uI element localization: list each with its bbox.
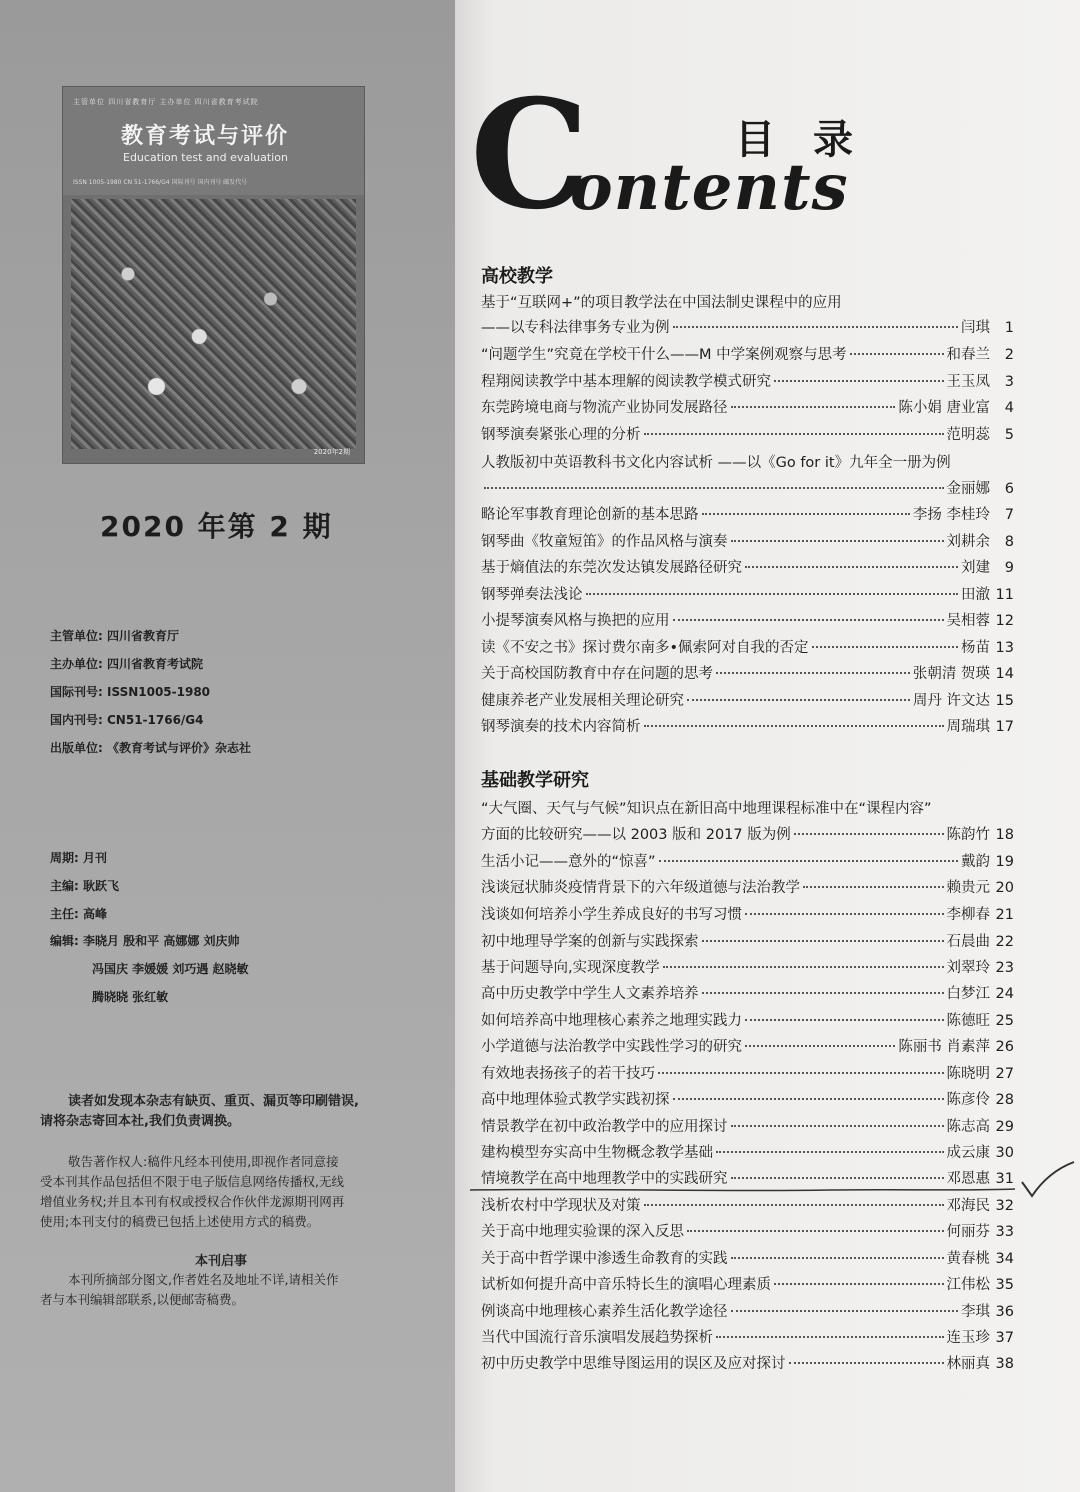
cover-title: 教育考试与评价	[121, 124, 290, 149]
toc-entry-page: 28	[995, 1092, 1014, 1108]
toc-entry-page: 22	[995, 934, 1014, 950]
toc-leader-dots	[731, 1310, 959, 1312]
toc-entry[interactable]	[481, 1009, 1014, 1035]
toc-entry-page: 33	[995, 1224, 1014, 1240]
toc-entry-author: 黄春桃	[946, 1251, 990, 1267]
copyright-line2: 受本刊其作品包括但不限于电子版信息网络传播权,无线	[40, 1174, 344, 1189]
toc-entry-author: 吴相蓉	[946, 613, 990, 629]
toc-entry[interactable]	[481, 396, 1014, 422]
toc-leader-dots	[774, 380, 944, 382]
toc-entry[interactable]	[481, 930, 1014, 956]
toc-entry-author: 田澈	[961, 587, 990, 603]
toc-leader-dots	[745, 1045, 895, 1047]
pen-check-mark-icon	[1018, 1160, 1076, 1200]
toc-entry-page: 26	[995, 1039, 1014, 1055]
toc-entry-title: 基于问题导向,实现深度教学	[481, 960, 660, 976]
toc-entry-page: 14	[995, 666, 1014, 682]
toc-entry-page: 3	[1004, 374, 1014, 390]
toc-leader-dots	[687, 1230, 944, 1232]
info-cn: 国内刊号: CN51-1766/G4	[50, 713, 204, 727]
toc-leader-dots	[731, 406, 896, 408]
toc-entry-author: 范明蕊	[946, 427, 990, 443]
toc-entry-title: 钢琴弹奏法浅论	[481, 587, 583, 603]
toc-leader-dots	[850, 353, 944, 355]
toc-entry-author: 刘建	[961, 560, 990, 576]
toc-entry[interactable]	[481, 530, 1014, 556]
toc-entry[interactable]	[481, 823, 1014, 849]
toc-entry[interactable]	[481, 1062, 1014, 1088]
toc-leader-dots	[716, 1336, 944, 1338]
toc-entry-title: 钢琴演奏紧张心理的分析	[481, 427, 641, 443]
toc-entry-title: 浅谈如何培养小学生养成良好的书写习惯	[481, 907, 742, 923]
toc-entry[interactable]	[481, 1326, 1014, 1352]
toc-entry-author: 李扬 李桂玲	[912, 507, 990, 523]
toc-entry-author: 林丽真	[946, 1356, 990, 1372]
issue-number: 2020 年第 2 期	[100, 510, 333, 543]
toc-leader-dots	[745, 1019, 944, 1021]
toc-entry[interactable]	[481, 876, 1014, 902]
toc-entry[interactable]	[481, 503, 1014, 529]
toc-leader-dots	[702, 513, 910, 515]
toc-entry-author: 邓恩惠	[946, 1171, 990, 1187]
toc-entry-author: 刘耕余	[946, 534, 990, 550]
toc-leader-dots	[644, 725, 944, 727]
toc-entry-author: 陈小娟 唐业富	[898, 400, 990, 416]
cover-header	[63, 87, 364, 195]
toc-entry[interactable]	[481, 715, 1014, 741]
errata-line2: 请将杂志寄回本社,我们负责调换。	[40, 1114, 240, 1129]
announcement-line1: 本刊所摘部分图文,作者姓名及地址不详,请相关作	[68, 1272, 339, 1287]
staff-editors: 编辑: 李晓月 殷和平 高娜娜 刘庆帅	[50, 934, 240, 948]
toc-leader-dots	[745, 913, 944, 915]
section-heading-university: 高校教学	[481, 266, 553, 287]
toc-entry-author: 陈丽书 肖素萍	[898, 1039, 990, 1055]
toc-entry-page: 19	[995, 854, 1014, 870]
toc-entry-page: 12	[995, 613, 1014, 629]
section-heading-basic: 基础教学研究	[481, 770, 589, 791]
toc-entry[interactable]	[481, 1300, 1014, 1326]
toc-entry-author: 周瑞琪	[946, 719, 990, 735]
toc-entry-page: 29	[995, 1119, 1014, 1135]
staff-director: 主任: 高峰	[50, 907, 108, 921]
contents-logo-c: C	[470, 67, 590, 243]
toc-entry-title: ——以专科法律事务专业为例	[481, 320, 670, 336]
toc-entry-page: 38	[995, 1356, 1014, 1372]
staff-editors-line3: 腾晓晓 张红敏	[92, 990, 169, 1004]
toc-leader-dots	[731, 540, 944, 542]
contents-logo-text: ontents	[570, 150, 849, 225]
toc-entry-title: 当代中国流行音乐演唱发展趋势探析	[481, 1330, 713, 1346]
toc-leader-dots	[716, 672, 910, 674]
toc-leader-dots	[644, 1204, 944, 1206]
toc-entry-page: 20	[995, 880, 1014, 896]
toc-entry-title: 浅谈冠状肺炎疫情背景下的六年级道德与法治教学	[481, 880, 800, 896]
toc-entry-page: 5	[1004, 427, 1014, 443]
toc-entry-title: 有效地表扬孩子的若干技巧	[481, 1066, 655, 1082]
toc-entry-title: 健康养老产业发展相关理论研究	[481, 693, 684, 709]
toc-leader-dots	[745, 566, 958, 568]
toc-entry-page: 34	[995, 1251, 1014, 1267]
errata-line1: 读者如发现本杂志有缺页、重页、漏页等印刷错误,	[68, 1094, 359, 1109]
toc-entry-title: 钢琴曲《牧童短笛》的作品风格与演奏	[481, 534, 728, 550]
toc-entry-page: 31	[995, 1171, 1014, 1187]
toc-entry-author: 周丹 许文达	[912, 693, 990, 709]
toc-entry-title: 基于熵值法的东莞次发达镇发展路径研究	[481, 560, 742, 576]
toc-entry-author: 张朝清 贺瑛	[912, 666, 990, 682]
cover-crowd-photo	[71, 199, 356, 449]
toc-entry-author: 江伟松	[946, 1277, 990, 1293]
toc-entry[interactable]	[481, 1247, 1014, 1273]
staff-editors-line2: 冯国庆 李媛媛 刘巧遇 赵晓敏	[92, 962, 249, 976]
toc-entry-author: 陈彦伶	[946, 1092, 990, 1108]
toc-entry[interactable]	[481, 583, 1014, 609]
toc-entry[interactable]	[481, 956, 1014, 982]
toc-item-6-title: 人教版初中英语教科书文化内容试析 ——以《Go for it》九年全一册为例	[481, 455, 951, 471]
toc-entry-page: 6	[1004, 481, 1014, 497]
toc-entry[interactable]	[481, 662, 1014, 688]
toc-entry-title: 略论军事教育理论创新的基本思路	[481, 507, 699, 523]
toc-entry-title: 小学道德与法治教学中实践性学习的研究	[481, 1039, 742, 1055]
staff-period: 周期: 月刊	[50, 851, 108, 865]
toc-entry-title: 关于高校国防教育中存在问题的思考	[481, 666, 713, 682]
toc-entry-author: 王玉凤	[946, 374, 990, 390]
info-supervisor: 主管单位: 四川省教育厅	[50, 629, 180, 643]
contents-cn-title: 目录	[735, 117, 891, 163]
toc-entry-title: 程翔阅读教学中基本理解的阅读教学模式研究	[481, 374, 771, 390]
toc-entry-page: 1	[1004, 320, 1014, 336]
toc-leader-dots	[663, 966, 944, 968]
toc-leader-dots	[586, 593, 959, 595]
toc-entry-author: 陈韵竹	[946, 827, 990, 843]
toc-entry-title: 如何培养高中地理核心素养之地理实践力	[481, 1013, 742, 1029]
toc-leader-dots	[812, 646, 958, 648]
toc-entry-title: 例谈高中地理核心素养生活化教学途径	[481, 1304, 728, 1320]
toc-entry[interactable]	[481, 1194, 1014, 1220]
cover-bar: ISSN 1005-1980 CN 51-1766/G4 国际刊号 国内刊号 邮发代号	[73, 179, 248, 186]
toc-entry-title: 关于高中哲学课中渗透生命教育的实践	[481, 1251, 728, 1267]
toc-leader-dots	[702, 992, 944, 994]
toc-entry-page: 18	[995, 827, 1014, 843]
info-issn: 国际刊号: ISSN1005-1980	[50, 685, 211, 699]
toc-entry-title: 建构模型夯实高中生物概念教学基础	[481, 1145, 713, 1161]
toc-entry-page: 2	[1004, 347, 1014, 363]
toc-entry-page: 21	[995, 907, 1014, 923]
toc-leader-dots	[484, 487, 944, 489]
toc-entry-author: 杨苗	[961, 640, 990, 656]
toc-leader-dots	[731, 1257, 944, 1259]
toc-entry-page: 23	[995, 960, 1014, 976]
toc-entry[interactable]	[481, 1220, 1014, 1246]
toc-leader-dots	[789, 1362, 944, 1364]
toc-entry-author: 闫琪	[961, 320, 990, 336]
toc-entry-page: 32	[995, 1198, 1014, 1214]
toc-entry-title: 高中地理体验式教学实践初探	[481, 1092, 670, 1108]
toc-leader-dots	[644, 433, 944, 435]
toc-entry-page: 8	[1004, 534, 1014, 550]
toc-entry[interactable]	[481, 609, 1014, 635]
toc-entry-page: 36	[995, 1304, 1014, 1320]
toc-entry-title: 东莞跨境电商与物流产业协同发展路径	[481, 400, 728, 416]
toc-entry[interactable]	[481, 1352, 1014, 1378]
toc-entry[interactable]	[481, 1141, 1014, 1167]
toc-entry-page: 15	[995, 693, 1014, 709]
toc-leader-dots	[774, 1283, 944, 1285]
toc-entry-title: 方面的比较研究——以 2003 版和 2017 版为例	[481, 827, 791, 843]
staff-chief: 主编: 耿跃飞	[50, 879, 120, 893]
toc-entry[interactable]	[481, 636, 1014, 662]
toc-leader-dots	[716, 1151, 944, 1153]
toc-entry-author: 戴韵	[961, 854, 990, 870]
toc-entry-author: 白梦江	[946, 986, 990, 1002]
toc-leader-dots	[673, 326, 959, 328]
toc-entry-title: 情境教学在高中地理教学中的实践研究	[481, 1171, 728, 1187]
toc-entry-page: 9	[1004, 560, 1014, 576]
toc-entry-page: 17	[995, 719, 1014, 735]
toc-entry-page: 13	[995, 640, 1014, 656]
toc-entry-author: 连玉珍	[946, 1330, 990, 1346]
toc-entry-title: 钢琴演奏的技术内容简析	[481, 719, 641, 735]
toc-entry-page: 30	[995, 1145, 1014, 1161]
toc-entry[interactable]	[481, 477, 1014, 503]
toc-entry[interactable]	[481, 1088, 1014, 1114]
toc-entry[interactable]	[481, 370, 1014, 396]
toc-leader-dots	[673, 619, 944, 621]
toc-leader-dots	[794, 833, 944, 835]
toc-entry[interactable]	[481, 850, 1014, 876]
cover-issue-label: 2020年2期	[313, 448, 350, 456]
copyright-line1: 敬告著作权人:稿件凡经本刊使用,即视作者同意接	[68, 1154, 339, 1169]
toc-leader-dots	[731, 1125, 944, 1127]
toc-entry-author: 石晨曲	[946, 934, 990, 950]
announcement-title: 本刊启事	[195, 1254, 248, 1269]
toc-entry-title: 试析如何提升高中音乐特长生的演唱心理素质	[481, 1277, 771, 1293]
toc-entry-title: 小提琴演奏风格与换把的应用	[481, 613, 670, 629]
toc-entry-title: 浅析农村中学现状及对策	[481, 1198, 641, 1214]
toc-entry-page: 35	[995, 1277, 1014, 1293]
toc-entry-author: 金丽娜	[946, 481, 990, 497]
toc-leader-dots	[687, 699, 910, 701]
toc-entry[interactable]	[481, 556, 1014, 582]
toc-item-18-title: “大气圈、天气与气候”知识点在新旧高中地理课程标准中在“课程内容”	[481, 801, 932, 817]
toc-entry-page: 11	[995, 587, 1014, 603]
announcement-line2: 者与本刊编辑部联系,以便邮寄稿费。	[40, 1292, 244, 1307]
toc-entry-page: 25	[995, 1013, 1014, 1029]
toc-entry-title: 初中历史教学中思维导图运用的误区及应对探讨	[481, 1356, 786, 1372]
toc-leader-dots	[731, 1177, 944, 1179]
toc-leader-dots	[658, 1072, 944, 1074]
toc-leader-dots	[659, 860, 958, 862]
toc-entry-author: 刘翠玲	[946, 960, 990, 976]
toc-entry[interactable]	[481, 982, 1014, 1008]
toc-entry-author: 陈晓明	[946, 1066, 990, 1082]
toc-entry[interactable]	[481, 689, 1014, 715]
toc-entry-title: 情景教学在初中政治教学中的应用探讨	[481, 1119, 728, 1135]
toc-entry[interactable]	[481, 1035, 1014, 1061]
toc-entry-author: 李琪	[961, 1304, 990, 1320]
toc-entry-page: 24	[995, 986, 1014, 1002]
toc-entry-page: 4	[1004, 400, 1014, 416]
pen-underline	[470, 1188, 1015, 1192]
cover-subtitle: Education test and evaluation	[123, 151, 288, 164]
toc-entry-author: 陈志高	[946, 1119, 990, 1135]
toc-entry-author: 和春兰	[946, 347, 990, 363]
toc-entry-title: 高中历史教学中学生人文素养培养	[481, 986, 699, 1002]
toc-entry[interactable]	[481, 903, 1014, 929]
toc-entry[interactable]	[481, 343, 1014, 369]
toc-entry-author: 李柳春	[946, 907, 990, 923]
toc-entry-author: 赖贵元	[946, 880, 990, 896]
toc-entry-author: 成云康	[946, 1145, 990, 1161]
toc-entry-page: 7	[1004, 507, 1014, 523]
copyright-line3: 增值业务权;并且本刊有权或授权合作伙伴龙源期刊网再	[40, 1194, 345, 1209]
toc-entry[interactable]	[481, 1115, 1014, 1141]
toc-entry-title: 读《不安之书》探讨费尔南多•佩索阿对自我的否定	[481, 640, 809, 656]
toc-item-1-title: 基于“互联网+”的项目教学法在中国法制史课程中的应用	[481, 295, 842, 311]
toc-entry-page: 27	[995, 1066, 1014, 1082]
cover-small-text: 主管单位 四川省教育厅 主办单位 四川省教育考试院	[73, 98, 259, 106]
toc-leader-dots	[673, 1098, 944, 1100]
toc-entry-title: 生活小记——意外的“惊喜”	[481, 854, 656, 870]
toc-entry[interactable]	[481, 316, 1014, 342]
toc-entry-author: 何丽芬	[946, 1224, 990, 1240]
info-sponsor: 主办单位: 四川省教育考试院	[50, 657, 204, 671]
toc-entry-author: 陈德旺	[946, 1013, 990, 1029]
toc-leader-dots	[803, 886, 944, 888]
toc-leader-dots	[702, 940, 944, 942]
toc-entry-title: “问题学生”究竟在学校干什么——M 中学案例观察与思考	[481, 347, 847, 363]
toc-entry-author: 邓海民	[946, 1198, 990, 1214]
info-publisher: 出版单位: 《教育考试与评价》杂志社	[50, 741, 252, 755]
cover-thumbnail	[62, 86, 365, 464]
toc-entry-title: 初中地理导学案的创新与实践探索	[481, 934, 699, 950]
toc-entry[interactable]	[481, 1273, 1014, 1299]
toc-entry[interactable]	[481, 423, 1014, 449]
toc-entry-page: 37	[995, 1330, 1014, 1346]
toc-entry-title: 关于高中地理实验课的深入反思	[481, 1224, 684, 1240]
copyright-line4: 使用;本刊支付的稿费已包括上述使用方式的稿费。	[40, 1214, 320, 1229]
